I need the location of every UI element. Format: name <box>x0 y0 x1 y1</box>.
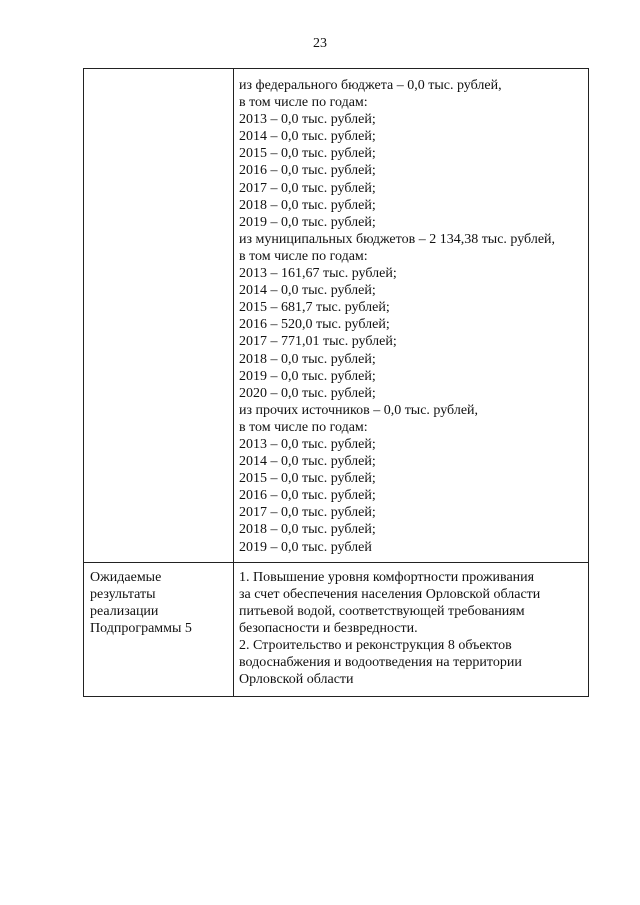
funding-line: 2013 – 161,67 тыс. рублей; <box>239 266 397 282</box>
row-label-line: Ожидаемые <box>90 569 162 585</box>
result-line: 2. Строительство и реконструкция 8 объектов <box>239 638 512 653</box>
row-label-line: Подпрограммы 5 <box>90 620 192 636</box>
result-line: безопасности и безвредности. <box>239 620 418 636</box>
funding-line: из федерального бюджета – 0,0 тыс. рублей, <box>239 78 502 93</box>
table-cell-label-expected-results <box>84 563 234 697</box>
funding-line: 2018 – 0,0 тыс. рублей; <box>239 351 376 367</box>
row-label-line: результаты <box>90 586 156 602</box>
result-line: питьевой водой, соответствующей требованиям <box>239 603 525 619</box>
row-label-line: реализации <box>90 603 159 619</box>
funding-line: 2013 – 0,0 тыс. рублей; <box>239 436 376 452</box>
table-cell-expected-results <box>234 563 588 697</box>
funding-line: 2017 – 771,01 тыс. рублей; <box>239 334 397 350</box>
funding-line: 2014 – 0,0 тыс. рублей; <box>239 283 376 299</box>
result-line: 1. Повышение уровня комфортности проживания <box>239 569 535 585</box>
funding-line: в том числе по годам: <box>239 419 368 435</box>
table-cell-funding <box>234 69 588 562</box>
funding-line: 2018 – 0,0 тыс. рублей; <box>239 522 376 538</box>
funding-line: из прочих источников – 0,0 тыс. рублей, <box>239 402 479 418</box>
funding-line: 2017 – 0,0 тыс. рублей; <box>239 505 376 521</box>
funding-line: 2019 – 0,0 тыс. рублей; <box>239 214 376 230</box>
funding-line: 2016 – 0,0 тыс. рублей; <box>239 488 376 504</box>
funding-line: 2020 – 0,0 тыс. рублей; <box>239 385 376 401</box>
result-line: за счет обеспечения населения Орловской области <box>239 586 541 602</box>
funding-line: 2015 – 681,7 тыс. рублей; <box>239 300 390 316</box>
funding-line: 2015 – 0,0 тыс. рублей; <box>239 471 376 487</box>
table-row-funding <box>84 69 588 562</box>
funding-line: в том числе по годам: <box>239 248 368 264</box>
funding-line: 2019 – 0,0 тыс. рублей <box>239 539 372 555</box>
result-line: водоснабжения и водоотведения на территории <box>239 655 522 671</box>
funding-line: 2015 – 0,0 тыс. рублей; <box>239 146 376 162</box>
funding-line: из муниципальных бюджетов – 2 134,38 тыс. рублей, <box>239 231 556 247</box>
funding-line: 2017 – 0,0 тыс. рублей; <box>239 180 376 196</box>
result-line: Орловской области <box>239 672 354 688</box>
funding-line: в том числе по годам: <box>239 95 368 111</box>
program-table <box>83 68 589 697</box>
funding-line: 2013 – 0,0 тыс. рублей; <box>239 112 376 128</box>
funding-line: 2016 – 520,0 тыс. рублей; <box>239 317 390 333</box>
funding-line: 2016 – 0,0 тыс. рублей; <box>239 163 376 179</box>
funding-line: 2014 – 0,0 тыс. рублей; <box>239 129 376 145</box>
table-cell-label-empty <box>84 69 234 562</box>
page-number: 23 <box>313 36 327 51</box>
funding-line: 2019 – 0,0 тыс. рублей; <box>239 368 376 384</box>
funding-line: 2018 – 0,0 тыс. рублей; <box>239 197 376 213</box>
table-row-expected-results <box>84 562 588 697</box>
funding-line: 2014 – 0,0 тыс. рублей; <box>239 454 376 470</box>
